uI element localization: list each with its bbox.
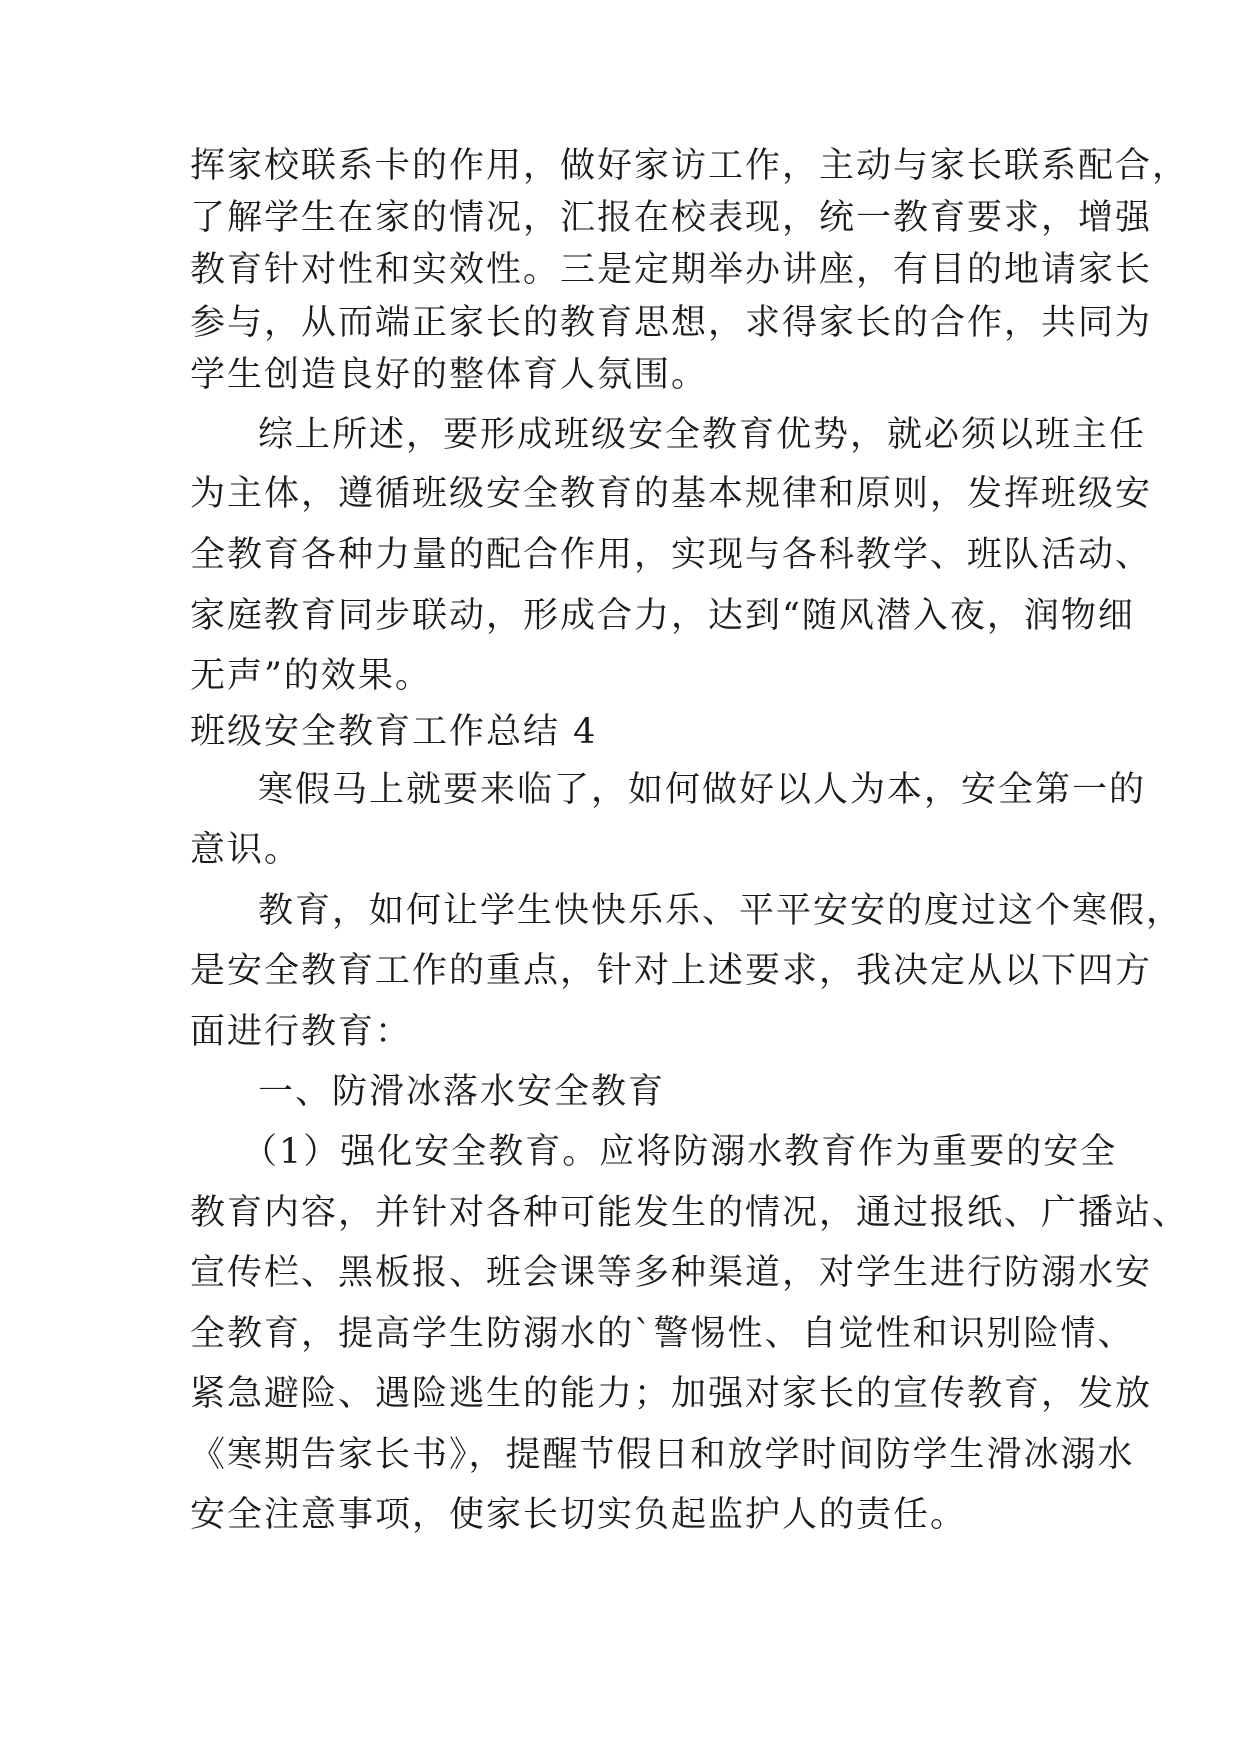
paragraph-4-line: 是安全教育工作的重点，针对上述要求，我决定从以下四方 bbox=[190, 951, 1153, 991]
section-title: 班级安全教育工作总结 4 bbox=[190, 712, 598, 752]
paragraph-2-line: 家庭教育同步联动，形成合力，达到“随风潜入夜，润物细 bbox=[190, 596, 1135, 636]
paragraph-1-line: 参与，从而端正家长的教育思想，求得家长的合作，共同为 bbox=[190, 303, 1153, 343]
paragraph-5-line: 《寒期告家长书》，提醒节假日和放学时间防学生滑冰溺水 bbox=[190, 1435, 1135, 1475]
paragraph-1-line: 挥家校联系卡的作用，做好家访工作，主动与家长联系配合， bbox=[190, 146, 1190, 186]
paragraph-3-line: 意识。 bbox=[190, 830, 302, 870]
paragraph-1-line: 了解学生在家的情况，汇报在校表现，统一教育要求，增强 bbox=[190, 198, 1153, 238]
paragraph-5-line: 安全注意事项，使家长切实负起监护人的责任。 bbox=[190, 1495, 968, 1535]
paragraph-5-line: 教育内容，并针对各种可能发生的情况，通过报纸、广播站、 bbox=[190, 1193, 1190, 1233]
paragraph-5-line: （1）强化安全教育。应将防溺水教育作为重要的安全 bbox=[242, 1132, 1118, 1172]
paragraph-2-line: 无声”的效果。 bbox=[190, 656, 432, 696]
paragraph-2-line: 为主体，遵循班级安全教育的基本规律和原则，发挥班级安 bbox=[190, 474, 1153, 514]
paragraph-5-line: 紧急避险、遇险逃生的能力；加强对家长的宣传教育，发放 bbox=[190, 1374, 1153, 1414]
paragraph-2-line: 全教育各种力量的配合作用，实现与各科教学、班队活动、 bbox=[190, 535, 1153, 575]
paragraph-3-line: 寒假马上就要来临了，如何做好以人为本，安全第一的 bbox=[258, 770, 1147, 810]
paragraph-4-line: 教育，如何让学生快快乐乐、平平安安的度过这个寒假， bbox=[258, 891, 1184, 931]
paragraph-4-line: 面进行教育： bbox=[190, 1012, 413, 1052]
paragraph-5-line: 全教育，提高学生防溺水的`警惕性、自觉性和识别险情、 bbox=[190, 1314, 1135, 1354]
heading-1: 一、防滑冰落水安全教育 bbox=[258, 1072, 666, 1112]
paragraph-2-line: 综上所述，要形成班级安全教育优势，就必须以班主任 bbox=[258, 415, 1147, 455]
paragraph-5-line: 宣传栏、黑板报、班会课等多种渠道，对学生进行防溺水安 bbox=[190, 1253, 1153, 1293]
paragraph-1-line: 学生创造良好的整体育人氛围。 bbox=[190, 355, 709, 395]
paragraph-1-line: 教育针对性和实效性。三是定期举办讲座，有目的地请家长 bbox=[190, 250, 1153, 290]
